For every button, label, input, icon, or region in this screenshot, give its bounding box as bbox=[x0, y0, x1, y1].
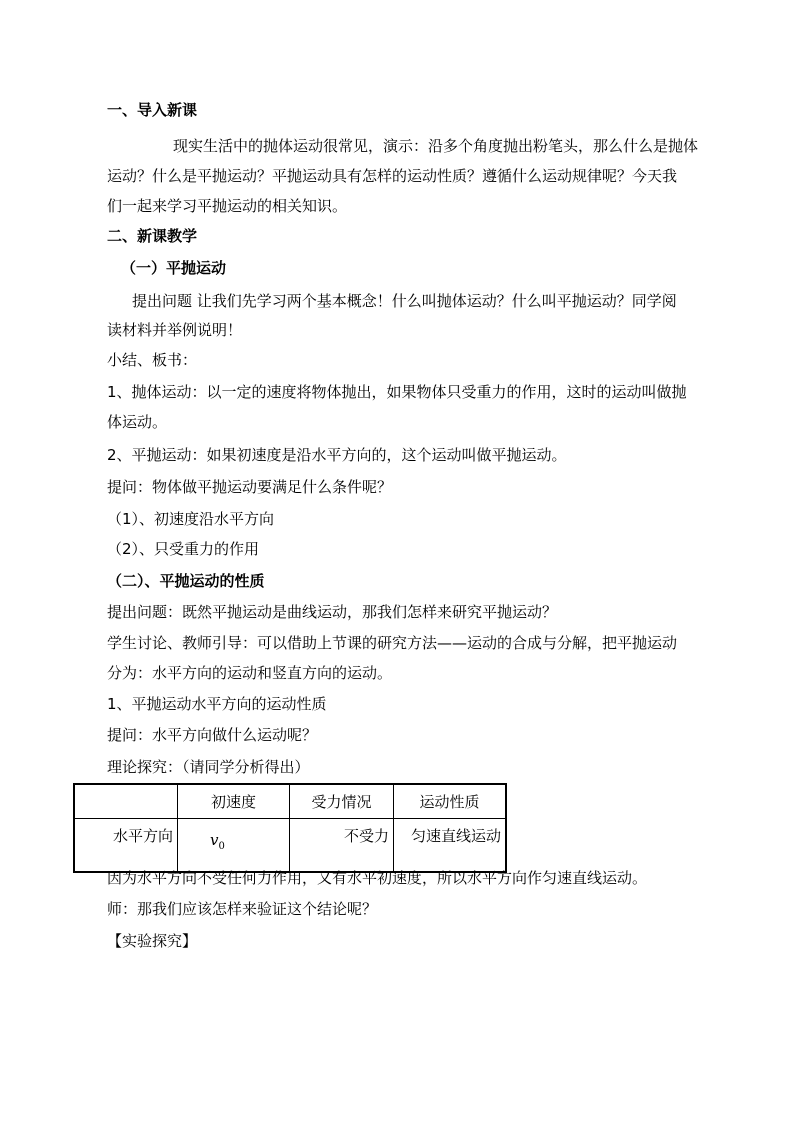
condition-2: （2）、只受重力的作用 bbox=[107, 540, 260, 558]
intro-paragraph-line-3: 们一起来学习平抛运动的相关知识。 bbox=[107, 197, 348, 215]
table-header-cell bbox=[74, 784, 178, 819]
teacher-question: 师：那我们应该怎样来验证这个结论呢？ bbox=[107, 900, 378, 918]
definition-1-line-2: 体运动。 bbox=[107, 413, 168, 431]
discussion-line-1: 学生讨论、教师引导：可以借助上节课的研究方法——运动的合成与分解，把平抛运动 bbox=[107, 634, 678, 652]
table-header-cell: 初速度 bbox=[178, 784, 290, 819]
table-cell-label: 水平方向 bbox=[74, 819, 178, 873]
ask-conditions: 提问：物体做平抛运动要满足什么条件呢？ bbox=[107, 478, 393, 496]
table-row bbox=[74, 819, 506, 873]
table-cell-nature: 匀速直线运动 bbox=[394, 819, 507, 873]
intro-paragraph-line-1: 现实生活中的抛体运动很常见，演示：沿多个角度抛出粉笔头，那么什么是抛体 bbox=[173, 137, 699, 155]
table-cell-force: 不受力 bbox=[290, 819, 394, 873]
table-cell-velocity bbox=[178, 819, 290, 873]
conclusion: 因为水平方向不受任何力作用，又有水平初速度，所以水平方向作匀速直线运动。 bbox=[107, 869, 648, 887]
table-header-row bbox=[74, 784, 506, 819]
definition-1-line-1: 1、抛体运动：以一定的速度将物体抛出，如果物体只受重力的作用，这时的运动叫做抛 bbox=[107, 383, 687, 401]
intro-paragraph-line-2: 运动？什么是平抛运动？平抛运动具有怎样的运动性质？遵循什么运动规律呢？今天我 bbox=[107, 167, 678, 185]
question-line-2: 读材料并举例说明！ bbox=[107, 321, 243, 339]
question-2: 提出问题：既然平抛运动是曲线运动，那我们怎样来研究平抛运动？ bbox=[107, 603, 558, 621]
motion-properties-table bbox=[73, 783, 507, 873]
table-header-cell: 受力情况 bbox=[290, 784, 394, 819]
table-header-cell: 运动性质 bbox=[394, 784, 507, 819]
subsection-heading-projectile: （一）平抛运动 bbox=[121, 259, 227, 277]
condition-1: （1）、初速度沿水平方向 bbox=[107, 510, 275, 528]
section-heading-intro: 一、导入新课 bbox=[107, 101, 198, 119]
subsection-heading-properties: （二）、平抛运动的性质 bbox=[107, 572, 265, 590]
discussion-line-2: 分为：水平方向的运动和竖直方向的运动。 bbox=[107, 664, 393, 682]
question-line-1: 提出问题 让我们先学习两个基本概念！什么叫抛体运动？什么叫平抛运动？同学阅 bbox=[132, 292, 677, 310]
section-heading-new-lesson: 二、新课教学 bbox=[107, 227, 198, 245]
velocity-symbol: $v_0$ bbox=[210, 831, 225, 852]
summary-label: 小结、板书： bbox=[107, 351, 198, 369]
experiment-heading: 【实验探究】 bbox=[107, 932, 198, 950]
definition-2: 2、平抛运动：如果初速度是沿水平方向的，这个运动叫做平抛运动。 bbox=[107, 446, 567, 464]
point-1: 1、平抛运动水平方向的运动性质 bbox=[107, 695, 327, 713]
ask-horizontal: 提问：水平方向做什么运动呢？ bbox=[107, 726, 318, 744]
theory-label: 理论探究：（请同学分析得出） bbox=[107, 758, 310, 776]
